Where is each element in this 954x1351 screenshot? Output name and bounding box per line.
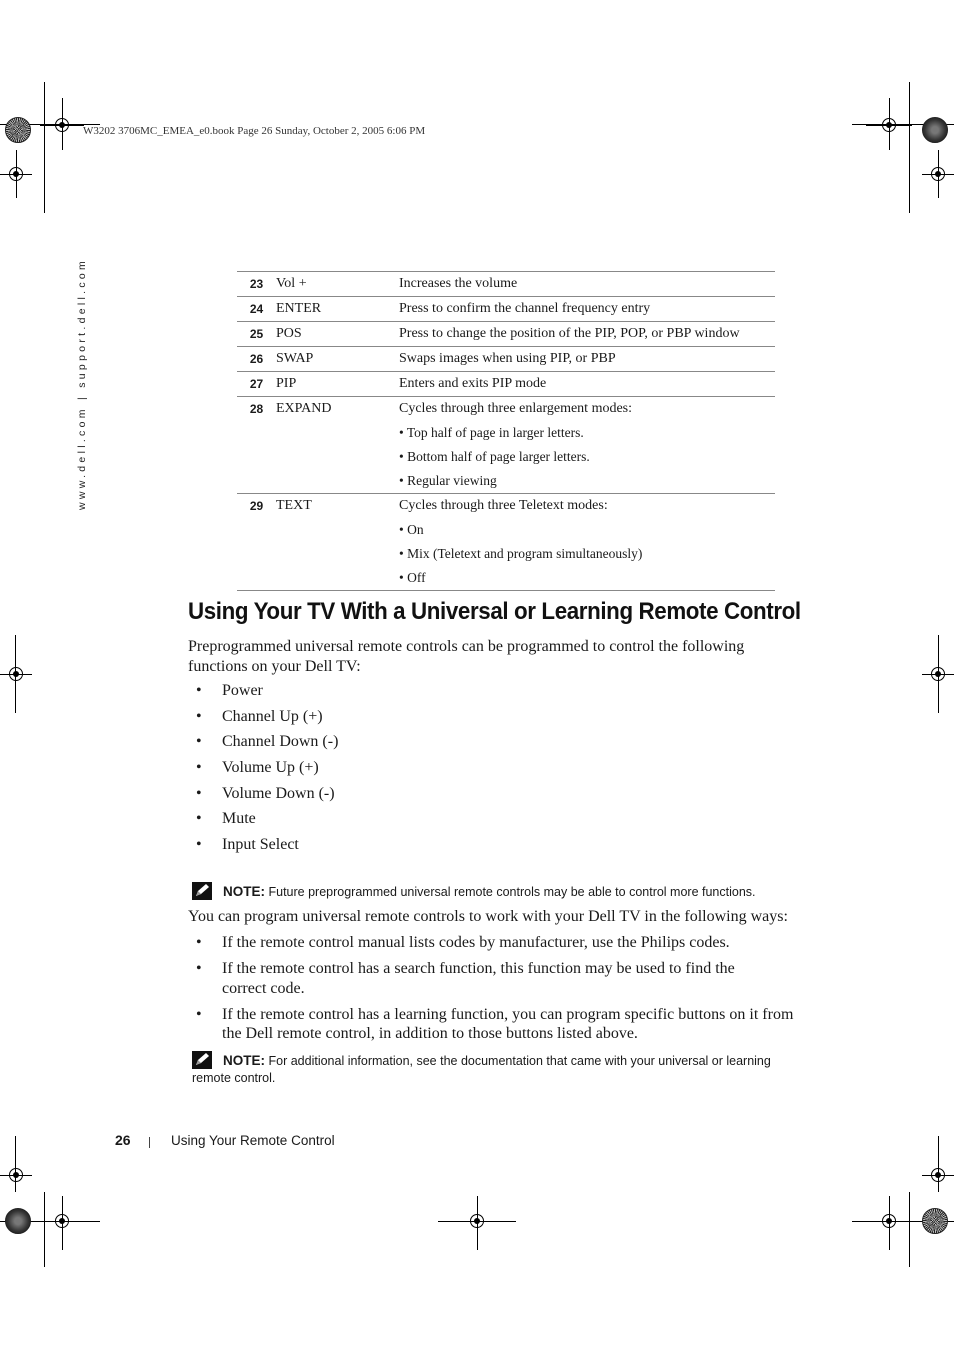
key-description (399, 347, 775, 372)
table-row (237, 494, 775, 591)
key-name: SWAP (276, 351, 314, 366)
key-description (399, 372, 775, 397)
table-row (237, 372, 775, 397)
key-name: PIP (276, 376, 297, 391)
registration-burst-icon (922, 1208, 948, 1234)
list-item: • Volume Up (+) (194, 758, 338, 784)
mode-item: • Bottom half of page larger letters. (399, 449, 590, 464)
list-item: • Volume Down (-) (194, 784, 338, 810)
key-number: 25 (249, 327, 264, 341)
key-number: 29 (249, 499, 264, 513)
footer-divider (149, 1137, 150, 1148)
intro-paragraph: Preprogrammed universal remote controls can be programmed to control the following functions on your Dell TV: (188, 638, 745, 675)
footer-chapter-title: Using Your Remote Control (171, 1133, 335, 1148)
list-item: • Channel Up (+) (194, 707, 338, 733)
page-number: 26 (115, 1132, 131, 1148)
note-label: NOTE: (223, 1053, 265, 1068)
table-row (237, 347, 775, 372)
key-name: ENTER (276, 301, 322, 316)
side-url: www.dell.com | support.dell.com (76, 257, 88, 510)
list-item: • Power (194, 681, 338, 707)
key-description (399, 297, 775, 322)
key-description (399, 397, 775, 494)
note-1 (192, 883, 802, 901)
ways-intro-paragraph: You can program universal remote controls to work with your Dell TV in the following ways: (188, 908, 788, 925)
print-slug: W3202 3706MC_EMEA_e0.book Page 26 Sunday, October 2, 2005 6:06 PM (83, 125, 426, 137)
key-description-text: Swaps images when using PIP, or PBP (399, 351, 616, 366)
key-name: Vol + (276, 276, 307, 291)
key-description-text: Press to change the position of the PIP, POP, or PBP window (399, 326, 740, 341)
note-pencil-icon (192, 881, 212, 901)
list-item: • Mute (194, 809, 338, 835)
list-item: • Channel Down (-) (194, 732, 338, 758)
list-item: • Input Select (194, 835, 338, 861)
key-description (399, 494, 775, 591)
registration-burst-icon (922, 117, 948, 143)
table-row (237, 297, 775, 322)
registration-burst-icon (5, 1208, 31, 1234)
mode-item: • Regular viewing (399, 473, 497, 488)
mode-item: • Mix (Teletext and program simultaneously) (399, 546, 643, 561)
ways-list (194, 933, 814, 1050)
note-2 (192, 1052, 802, 1087)
key-description (399, 322, 775, 347)
key-name: TEXT (276, 498, 312, 513)
key-number: 24 (249, 302, 264, 316)
section-title: Using Your TV With a Universal or Learning Remote Control (188, 598, 801, 625)
key-description-text: Enters and exits PIP mode (399, 376, 547, 391)
table-row (237, 322, 775, 347)
table-row (237, 272, 775, 297)
list-item: • If the remote control has a learning function, you can program specific buttons on it from the Dell remote control, in addition to those buttons listed above. (194, 1005, 814, 1044)
registration-burst-icon (5, 117, 31, 143)
note-label: NOTE: (223, 884, 265, 899)
list-item: • If the remote control has a search function, this function may be used to find the correct code. (194, 959, 752, 998)
key-description (399, 272, 775, 297)
table-row (237, 397, 775, 494)
key-name: EXPAND (276, 401, 332, 416)
remote-key-table (237, 271, 775, 591)
key-name: POS (276, 326, 302, 341)
note-text: Future preprogrammed universal remote controls may be able to control more functions. (268, 885, 756, 899)
key-number: 23 (249, 277, 264, 291)
key-number: 27 (249, 377, 264, 391)
key-number: 26 (249, 352, 264, 366)
key-description-text: Increases the volume (399, 276, 518, 291)
key-description-text: Press to confirm the channel frequency entry (399, 301, 651, 316)
list-item: • If the remote control manual lists codes by manufacturer, use the Philips codes. (194, 933, 814, 953)
mode-item: • On (399, 522, 424, 537)
key-description-text: Cycles through three enlargement modes: (399, 401, 633, 416)
note-text: For additional information, see the documentation that came with your universal or learning remote control. (192, 1054, 771, 1085)
mode-item: • Top half of page in larger letters. (399, 425, 584, 440)
note-pencil-icon (192, 1050, 212, 1070)
mode-item: • Off (399, 570, 426, 585)
functions-list (194, 681, 338, 861)
key-description-text: Cycles through three Teletext modes: (399, 498, 608, 513)
key-number: 28 (249, 402, 264, 416)
